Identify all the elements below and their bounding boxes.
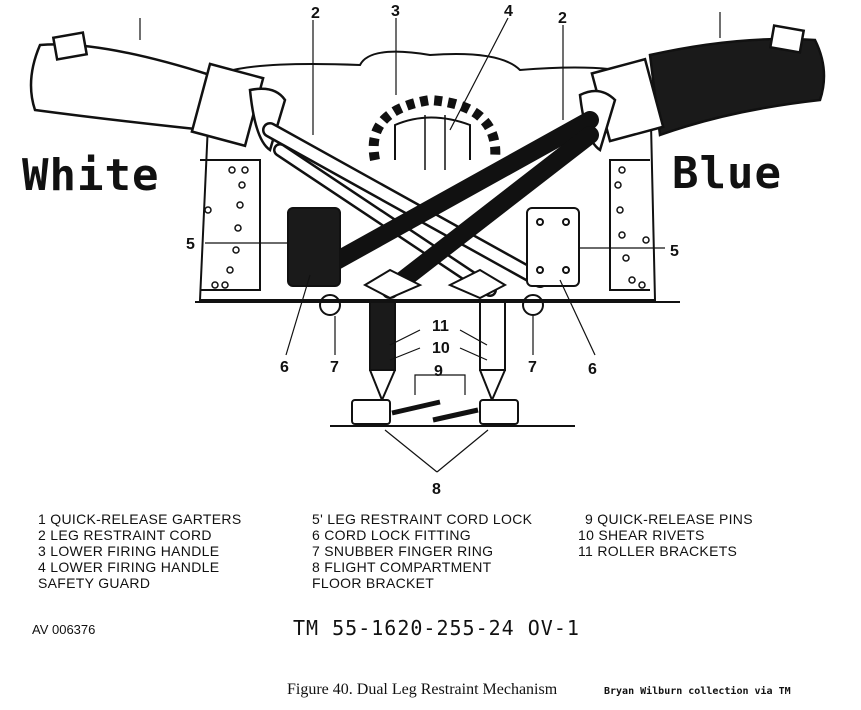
callout-5-right: 5	[670, 243, 679, 260]
callout-6-right: 6	[588, 361, 597, 378]
figure-code: AV 006376	[32, 622, 96, 637]
blue-garter	[580, 26, 824, 150]
firing-handle-guard	[374, 100, 496, 160]
figure-caption: Figure 40. Dual Leg Restraint Mechanism	[287, 681, 558, 698]
callout-7-left: 7	[330, 359, 339, 376]
callout-7-right: 7	[528, 359, 537, 376]
callout-6-left: 6	[280, 359, 289, 376]
blue-label: Blue	[672, 148, 782, 199]
callout-8: 8	[432, 481, 441, 498]
callout-10: 10	[432, 340, 450, 357]
left-rail	[200, 160, 260, 290]
white-label: White	[22, 150, 160, 201]
callout-11: 11	[432, 318, 449, 335]
callout-3: 3	[391, 3, 400, 20]
legend-item-8-cont: FLOOR BRACKET	[312, 575, 435, 591]
left-rail-holes	[205, 167, 248, 288]
right-rail	[610, 160, 650, 290]
right-rail-holes	[615, 167, 649, 288]
callout-4: 4	[504, 3, 513, 20]
tm-number: TM 55-1620-255-24 OV-1	[293, 616, 580, 640]
callout-2-left: 2	[311, 5, 320, 22]
legend-item-9: 9 QUICK-RELEASE PINS	[585, 511, 753, 527]
callout-5-left: 5	[186, 236, 195, 253]
floor-bracket	[330, 400, 575, 426]
firing-handle	[395, 118, 470, 161]
legend-item-10: 10 SHEAR RIVETS	[578, 527, 705, 543]
legend-item-7: 7 SNUBBER FINGER RING	[312, 543, 494, 559]
photo-credit: Bryan Wilburn collection via TM	[604, 686, 791, 697]
legend-item-2: 2 LEG RESTRAINT CORD	[38, 527, 212, 543]
legend-item-8: 8 FLIGHT COMPARTMENT	[312, 559, 492, 575]
callout-2-right: 2	[558, 10, 567, 27]
legend-item-5: 5' LEG RESTRAINT CORD LOCK	[312, 511, 533, 527]
legend-item-4: 4 LOWER FIRING HANDLE	[38, 559, 220, 575]
white-garter	[31, 33, 285, 150]
legend-item-1: 1 QUICK-RELEASE GARTERS	[38, 511, 242, 527]
snubber-rings	[320, 295, 543, 315]
legend-item-11: 11 ROLLER BRACKETS	[578, 543, 738, 559]
callout-9: 9	[434, 363, 443, 380]
legend-item-3: 3 LOWER FIRING HANDLE	[38, 543, 220, 559]
legend-item-4-cont: SAFETY GUARD	[38, 575, 151, 591]
legend-item-6: 6 CORD LOCK FITTING	[312, 527, 471, 543]
